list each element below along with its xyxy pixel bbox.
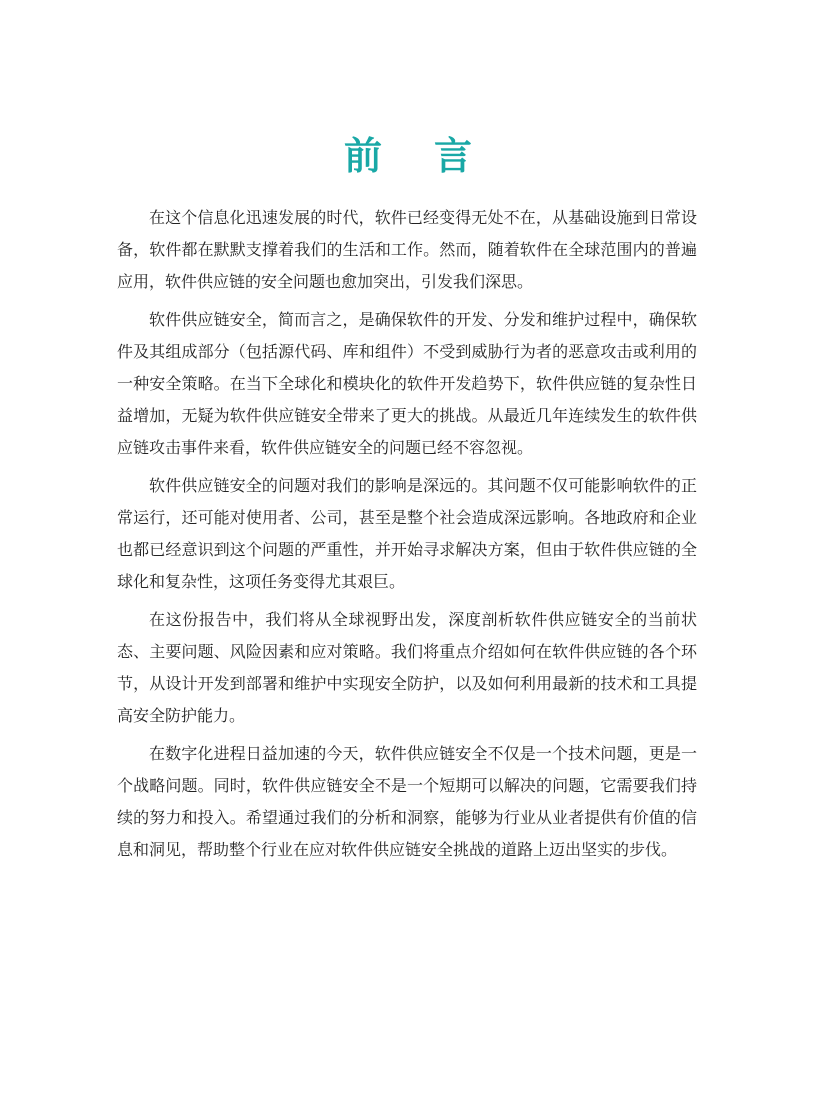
- paragraph-4: 在这份报告中，我们将从全球视野出发，深度剖析软件供应链安全的当前状态、主要问题、风险因素和应对策略。我们将重点介绍如何在软件供应链的各个环节，从设计开发到部署和维护中实现安全防护，以及如何利用最新的技术和工具提高安全防护能力。: [117, 610, 697, 725]
- paragraph-3: 软件供应链安全的问题对我们的影响是深远的。其问题不仅可能影响软件的正常运行，还可能对使用者、公司，甚至是整个社会造成深远影响。各地政府和企业也都已经意识到这个问题的严重性，并开始寻求解决方案，但由于软件供应链的全球化和复杂性，这项任务变得尤其艰巨。: [117, 476, 697, 591]
- paragraph-1: 在这个信息化迅速发展的时代，软件已经变得无处不在，从基础设施到日常设备，软件都在默默支撑着我们的生活和工作。然而，随着软件在全球范围内的普遍应用，软件供应链的安全问题也愈加突出，引发我们深思。: [117, 208, 697, 291]
- preface-body: [117, 202, 697, 872]
- paragraph-5: 在数字化进程日益加速的今天，软件供应链安全不仅是一个技术问题，更是一个战略问题。同时，软件供应链安全不是一个短期可以解决的问题，它需要我们持续的努力和投入。希望通过我们的分析和洞察，能够为行业从业者提供有价值的信息和洞见，帮助整个行业在应对软件供应链安全挑战的道路上迈出坚实的步伐。: [117, 744, 697, 859]
- page-title: 前言: [343, 134, 524, 178]
- paragraph-2: 软件供应链安全，简而言之，是确保软件的开发、分发和维护过程中，确保软件及其组成部分（包括源代码、库和组件）不受到威胁行为者的恶意攻击或利用的一种安全策略。在当下全球化和模块化的软件开发趋势下，软件供应链的复杂性日益增加，无疑为软件供应链安全带来了更大的挑战。从最近几年连续发生的软件供应链攻击事件来看，软件供应链安全的问题已经不容忽视。: [117, 310, 697, 457]
